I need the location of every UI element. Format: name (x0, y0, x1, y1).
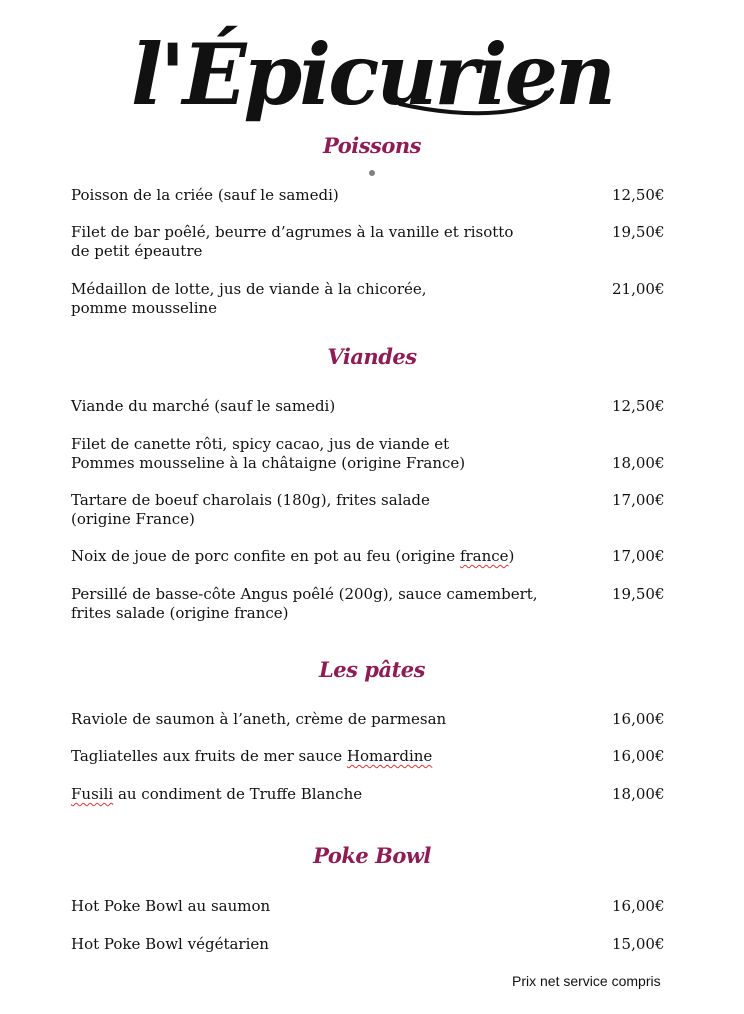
item-price: 18,00€ (612, 454, 665, 472)
item-price: 19,50€ (612, 585, 665, 603)
item-name-part: Noix de joue de porc confite en pot au feu (origine (71, 547, 460, 565)
item-price: 19,50€ (612, 223, 665, 241)
item-price: 15,00€ (612, 935, 665, 953)
item-name: Poisson de la criée (sauf le samedi) (71, 186, 339, 204)
section-title-les-pates: Les pâtes (319, 657, 425, 682)
item-name: Filet de bar poêlé, beurre d’agrumes à la vanille et risotto de petit épeautre (71, 223, 514, 260)
item-price: 21,00€ (612, 280, 665, 298)
item-name (71, 547, 571, 566)
item-name (71, 747, 571, 766)
item-price: 12,50€ (612, 397, 665, 415)
item-name: Filet de canette rôti, spicy cacao, jus de viande et Pommes mousseline à la châtaigne (origine France) (71, 435, 466, 472)
item-price: 16,00€ (612, 897, 665, 915)
item-price: 12,50€ (612, 186, 665, 204)
spellcheck-word: Fusili (71, 785, 114, 803)
item-name: Hot Poke Bowl au saumon (71, 897, 271, 915)
item-price: 16,00€ (612, 710, 665, 728)
item-name-part: Tagliatelles aux fruits de mer sauce (71, 747, 347, 765)
footer-note: Prix net service compris (512, 973, 661, 989)
item-name: Tartare de boeuf charolais (180g), frites salade (origine France) (71, 491, 430, 528)
decorative-dot (369, 170, 375, 176)
item-name: Persillé de basse-côte Angus poêlé (200g), sauce camembert, frites salade (origine france) (71, 585, 538, 622)
item-name: Raviole de saumon à l’aneth, crème de parmesan (71, 710, 447, 728)
spellcheck-word: Homardine (346, 747, 433, 765)
item-price: 17,00€ (612, 547, 665, 565)
section-title-poke-bowl: Poke Bowl (313, 843, 431, 868)
item-name (71, 785, 571, 804)
item-price: 18,00€ (612, 785, 665, 803)
restaurant-logo (0, 0, 744, 130)
logo-text: l'Épicurien (130, 25, 614, 124)
item-price: 17,00€ (612, 491, 665, 509)
item-name: Viande du marché (sauf le samedi) (71, 397, 336, 415)
item-name-part: au condiment de Truffe Blanche (113, 785, 363, 803)
section-title-poissons: Poissons (323, 133, 421, 158)
item-name: Médaillon de lotte, jus de viande à la chicorée, pomme mousseline (71, 280, 427, 317)
section-title-viandes: Viandes (327, 344, 417, 369)
spellcheck-word: france (459, 547, 509, 565)
item-name: Hot Poke Bowl végétarien (71, 935, 269, 953)
item-name-part: ) (508, 547, 515, 565)
item-price: 16,00€ (612, 747, 665, 765)
